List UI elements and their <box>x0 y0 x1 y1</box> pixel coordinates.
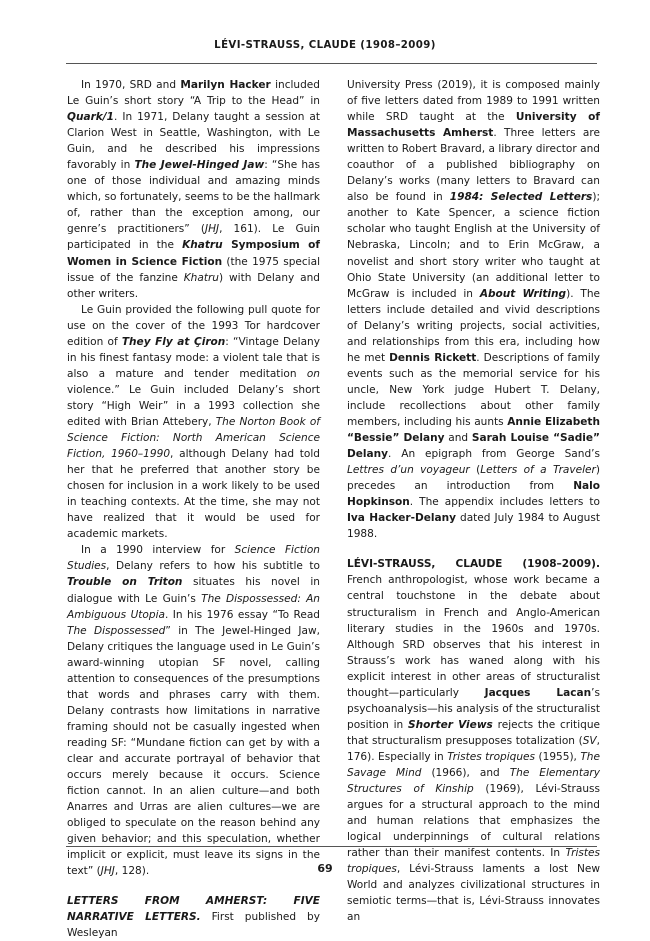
footer-rule <box>66 846 597 847</box>
cross-reference: Sarah Louise “Sadie” Delany <box>347 432 600 461</box>
entry-headword: LETTERS FROM AMHERST: FIVE NARRATIVE LETTERS. <box>67 895 320 924</box>
cross-reference: Quark/1 <box>67 111 114 124</box>
cross-reference: Annie Elizabeth “Bessie” Delany <box>347 415 600 445</box>
cross-reference: Nalo Hopkinson <box>347 480 600 509</box>
cross-reference: About Writing <box>479 287 567 300</box>
cross-reference: Jacques Lacan <box>484 686 592 699</box>
cross-reference: Trouble on Triton <box>67 576 183 589</box>
paragraph: LETTERS FROM AMHERST: FIVE NARRATIVE LETTERS. First published by Wesleyan <box>67 895 320 940</box>
cross-reference: Khatru <box>182 239 223 252</box>
paragraph: University Press (2019), it is composed mainly of five letters dated from 1989 to 1991 written while SRD taught at the University of Massachusetts Amherst. Three letters are written to Robert Bravard, a library director and coauthor of a published bibliography on Delany’s works (many letters to Bravard can also be found in 1984: Selected Letters); another to Kate Spencer, a science fiction scholar who taught English at the University of Nebraska, Lincoln; and to Erin McGraw, a novelist and short story writer who taught at Ohio State University (an additional letter to McGraw is included in About Writing). The letters include detailed and vivid descriptions of Delany’s writing projects, social activities, and relationships from this era, including how he met Dennis Rickett. Descriptions of family events such as the memorial service for his uncle, New York judge Hubert T. Delany, include recollections about other family members, including his aunts Annie Elizabeth “Bessie” Delany and Sarah Louise “Sadie” Delany. An epigraph from George Sand’s Lettres d’un voyageur (Letters of a Traveler) precedes an introduction from Nalo Hopkinson. The appendix includes letters to Iva Hacker-Delany dated July 1984 to August 1988. <box>347 79 601 541</box>
cross-reference: Symposium of Women in Science Fiction <box>67 239 320 268</box>
cross-reference: University of Massachusetts Amherst <box>347 111 600 140</box>
running-head: LÉVI-STRAUSS, CLAUDE (1908–2009) <box>214 40 436 51</box>
cross-reference: Dennis Rickett <box>389 351 477 364</box>
paragraph: Le Guin provided the following pull quote for use on the cover of the 1993 Tor hardcover edition of They Fly at Çiron: “Vintage Delany in his finest fantasy mode: a violent tale that is also a mature and tender meditation on violence.” Le Guin included Delany’s short story “High Weir” in a 1993 collection she edited with Brian Attebery, The Norton Book of Science Fiction: North American Science Fiction, 1960–1990, although Delany had told her that he preferred that another story be chosen for inclusion in a work likely to be used in teaching contexts. At the time, she may not have realized that it would be used for academic markets. <box>67 303 320 541</box>
paragraph: In 1970, SRD and Marilyn Hacker included Le Guin’s short story “A Trip to the Head” in Quark/1. In 1971, Delany taught a session at Clarion West in Seattle, Washington, with Le Guin, and he described his impressions favorably in The Jewel-Hinged Jaw: “She has one of those individual and amazing minds which, so fortunately, seems to be the hallmark of, rather than the exception among, our genre’s practitioners” (JHJ, 161). Le Guin participated in the Khatru Symposium of Women in Science Fiction (the 1975 special issue of the fanzine Khatru) with Delany and other writers. <box>67 79 321 300</box>
cross-reference: Shorter Views <box>408 718 493 731</box>
entry-headword: LÉVI-STRAUSS, CLAUDE (1908–2009). <box>347 558 600 571</box>
cross-reference: They Fly at Çiron <box>121 335 226 348</box>
page-number: 69 <box>317 862 333 875</box>
paragraph: In a 1990 interview for Science Fiction Studies, Delany refers to how his subtitle to Trouble on Triton situates his novel in dialogue with Le Guin’s The Dispossessed: An Ambiguous Utopia. In his 1976 essay “To Read The Dispossessed” in The Jewel-Hinged Jaw, Delany critiques the language used in Le Guin’s award-winning utopian SF novel, calling attention to consequences of the presumptions that words and phrases carry with them. Delany contrasts how limitations in narrative framing should not be casually ingested when reading SF: “Mundane fiction can get by with a clear and accurate portrayal of behavior that occurs merely because it occurs. Science fiction cannot. In an alien culture—and both Anarres and Urras are alien cultures—we are obliged to speculate on the reason behind any given behavior; and this speculation, whether implicit or explicit, must leave its signs in the text” (JHJ, 128). <box>67 544 320 878</box>
cross-reference: Marilyn Hacker <box>180 79 271 91</box>
right-column <box>347 77 600 925</box>
cross-reference: The Jewel-Hinged Jaw <box>134 159 265 172</box>
paragraph: LÉVI-STRAUSS, CLAUDE (1908–2009). French anthropologist, whose work became a central touchstone in the debate about structuralism in French and Anglo-American literary studies in the 1960s and 1970s. Although SRD observes that his interest in Strauss’s work has waned along with his explicit interest in other areas of structuralist thought—particularly Jacques Lacan’s psychoanalysis—his analysis of the structuralist position in Shorter Views rejects the critique that structuralism presupposes totalization (SV, 176). Especially in Tristes tropiques (1955), The Savage Mind (1966), and The Elementary Structures of Kinship (1969), Lévi-Strauss argues for a structural approach to the mind and human relations that emphasizes the logical underpinnings of cultural relations rather than their manifest contents. In Tristes tropiques, Lévi-Strauss laments a lost New World and analyzes civilizational structures in semiotic terms—that is, Lévi-Strauss innovates an <box>347 558 600 924</box>
cross-reference: Iva Hacker-Delany <box>347 512 456 525</box>
cross-reference: 1984: Selected Letters <box>449 191 593 204</box>
header-rule <box>66 63 597 64</box>
left-column <box>67 77 320 941</box>
